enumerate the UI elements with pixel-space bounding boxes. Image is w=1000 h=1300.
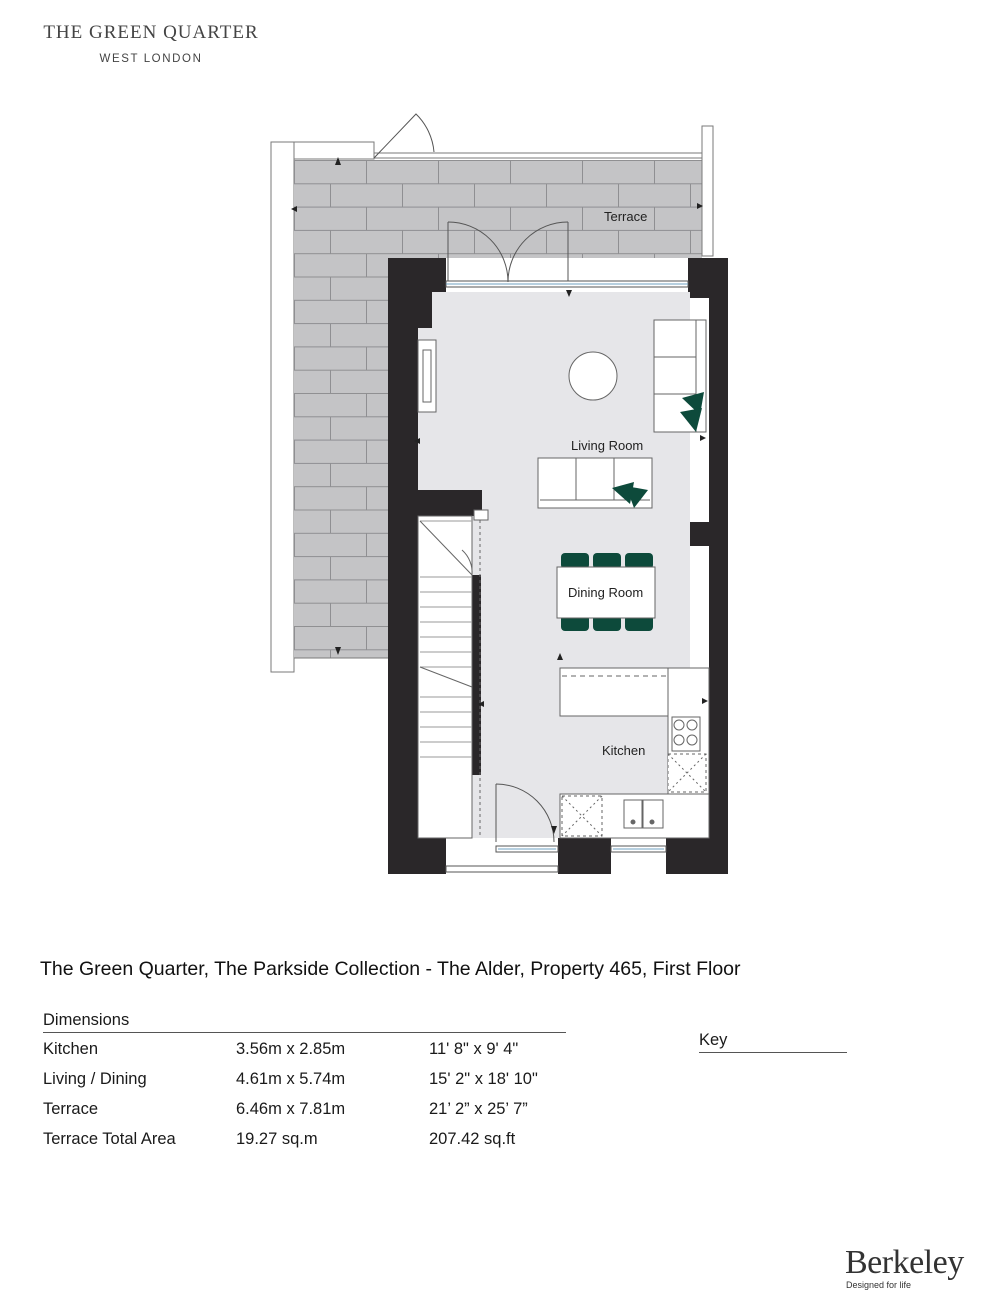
room-metric: 6.46m x 7.81m	[236, 1100, 346, 1118]
label-living-room: Living Room	[571, 438, 644, 453]
room-imperial: 11' 8" x 9' 4"	[429, 1040, 519, 1058]
berkeley-logo	[845, 1246, 964, 1290]
sofa	[538, 458, 652, 508]
dimensions-table	[43, 1011, 566, 1153]
room-metric: 3.56m x 2.85m	[236, 1040, 346, 1058]
room-imperial: 21’ 2” x 25’ 7”	[429, 1100, 528, 1118]
table-row	[43, 1063, 566, 1093]
label-kitchen: Kitchen	[602, 743, 646, 758]
room-imperial: 207.42 sq.ft	[429, 1130, 516, 1148]
room-name: Terrace Total Area	[43, 1130, 176, 1148]
table-row	[43, 1123, 566, 1153]
label-terrace: Terrace	[604, 209, 648, 224]
page-heading: The Green Quarter, The Parkside Collection - The Alder, Property 465, First Floor	[40, 958, 741, 980]
key-title: Key	[699, 1031, 847, 1053]
room-name: Terrace	[43, 1100, 99, 1118]
brand-title: THE GREEN QUARTER	[43, 22, 259, 43]
label-dining-room: Dining Room	[568, 585, 644, 600]
table-row	[43, 1093, 566, 1123]
logo-name: Berkeley	[845, 1244, 964, 1281]
armchair-sofa	[654, 320, 706, 432]
room-imperial: 15' 2" x 18' 10"	[429, 1070, 538, 1088]
room-name: Kitchen	[43, 1040, 99, 1058]
room-metric: 4.61m x 5.74m	[236, 1070, 346, 1088]
brand-subtitle: WEST LONDON	[99, 53, 203, 65]
room-name: Living / Dining	[43, 1070, 147, 1088]
logo-tagline: Designed for life	[846, 1280, 912, 1290]
coffee-table	[569, 352, 617, 400]
table-row	[43, 1033, 566, 1063]
room-metric: 19.27 sq.m	[236, 1130, 318, 1148]
wall-unit	[418, 340, 436, 412]
dimensions-title: Dimensions	[43, 1011, 566, 1033]
